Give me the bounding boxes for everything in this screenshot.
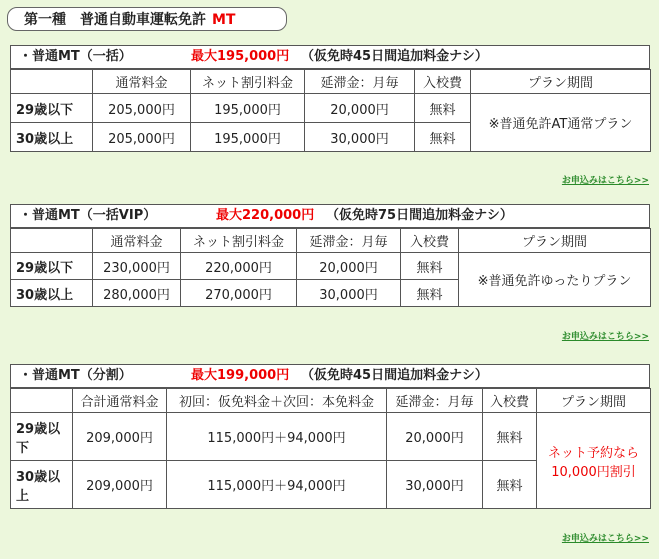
age-label: 30歳以上 [11,461,73,509]
plan-max-price: 最大199,000円 [191,368,290,383]
price-table [10,69,651,152]
age-label: 30歳以上 [11,280,93,307]
table-cell: 無料 [401,280,459,307]
title-main: 第一種 普通自動車運転免許 [24,12,206,28]
table-cell: 20,000円 [305,94,415,123]
header-cell: 延滞金：月毎 [297,229,401,253]
section-header [10,364,650,388]
plan-note: （仮免時45日間追加料金ナシ） [301,49,488,64]
table-header-row [11,389,651,413]
table-cell: 195,000円 [191,123,305,152]
header-cell [11,229,93,253]
header-cell: プラン期間 [471,70,651,94]
plan-period: ネット予約なら10,000円割引 [537,413,651,509]
table-cell: 30,000円 [305,123,415,152]
header-cell: 入校費 [483,389,537,413]
table-header-row [11,229,651,253]
header-cell: 初回：仮免料金＋次回：本免料金 [167,389,387,413]
table-cell: 280,000円 [93,280,181,307]
plan-note: （仮免時75日間追加料金ナシ） [326,208,513,223]
plan-note: （仮免時45日間追加料金ナシ） [301,368,488,383]
header-cell [11,70,93,94]
plan-name: ・普通MT（分割） [19,368,132,383]
header-cell: 延滞金：月毎 [305,70,415,94]
plan-max-price: 最大220,000円 [216,208,315,223]
table-cell: 無料 [415,94,471,123]
price-table [10,228,651,307]
plan-period: ※普通免許AT通常プラン [471,94,651,152]
apply-link[interactable]: お申込みはこちら>> [561,332,649,342]
table-cell: 195,000円 [191,94,305,123]
table-cell: 205,000円 [93,94,191,123]
plan-section-mt-installment [10,364,650,509]
header-cell: 通常料金 [93,70,191,94]
header-cell: 入校費 [401,229,459,253]
plan-name: ・普通MT（一括VIP） [19,208,157,223]
plan-period: ※普通免許ゆったりプラン [459,253,651,307]
table-cell: 無料 [415,123,471,152]
table-header-row [11,70,651,94]
page-title [7,7,287,31]
age-label: 29歳以下 [11,413,73,461]
table-row [11,253,651,280]
age-label: 29歳以下 [11,94,93,123]
title-accent: MT [212,12,236,28]
table-cell: 270,000円 [181,280,297,307]
table-cell: 230,000円 [93,253,181,280]
table-cell: 30,000円 [297,280,401,307]
plan-section-mt-lump [10,45,650,152]
age-label: 30歳以上 [11,123,93,152]
section-header [10,204,650,228]
table-cell: 30,000円 [387,461,483,509]
table-cell: 無料 [483,413,537,461]
section-header [10,45,650,69]
apply-link[interactable]: お申込みはこちら>> [561,534,649,544]
header-cell: ネット割引料金 [191,70,305,94]
table-cell: 115,000円＋94,000円 [167,413,387,461]
price-table [10,388,651,509]
table-cell: 20,000円 [297,253,401,280]
table-cell: 220,000円 [181,253,297,280]
header-cell: プラン期間 [537,389,651,413]
header-cell [11,389,73,413]
table-cell: 20,000円 [387,413,483,461]
plan-section-mt-vip [10,204,650,307]
header-cell: 合計通常料金 [73,389,167,413]
plan-name: ・普通MT（一括） [19,49,132,64]
table-row [11,413,651,461]
apply-link[interactable]: お申込みはこちら>> [561,176,649,186]
table-cell: 209,000円 [73,413,167,461]
plan-max-price: 最大195,000円 [191,49,290,64]
header-cell: 通常料金 [93,229,181,253]
age-label: 29歳以下 [11,253,93,280]
table-cell: 115,000円＋94,000円 [167,461,387,509]
table-cell: 無料 [401,253,459,280]
header-cell: 延滞金：月毎 [387,389,483,413]
table-cell: 205,000円 [93,123,191,152]
header-cell: プラン期間 [459,229,651,253]
table-cell: 209,000円 [73,461,167,509]
header-cell: 入校費 [415,70,471,94]
header-cell: ネット割引料金 [181,229,297,253]
table-row [11,94,651,123]
table-cell: 無料 [483,461,537,509]
